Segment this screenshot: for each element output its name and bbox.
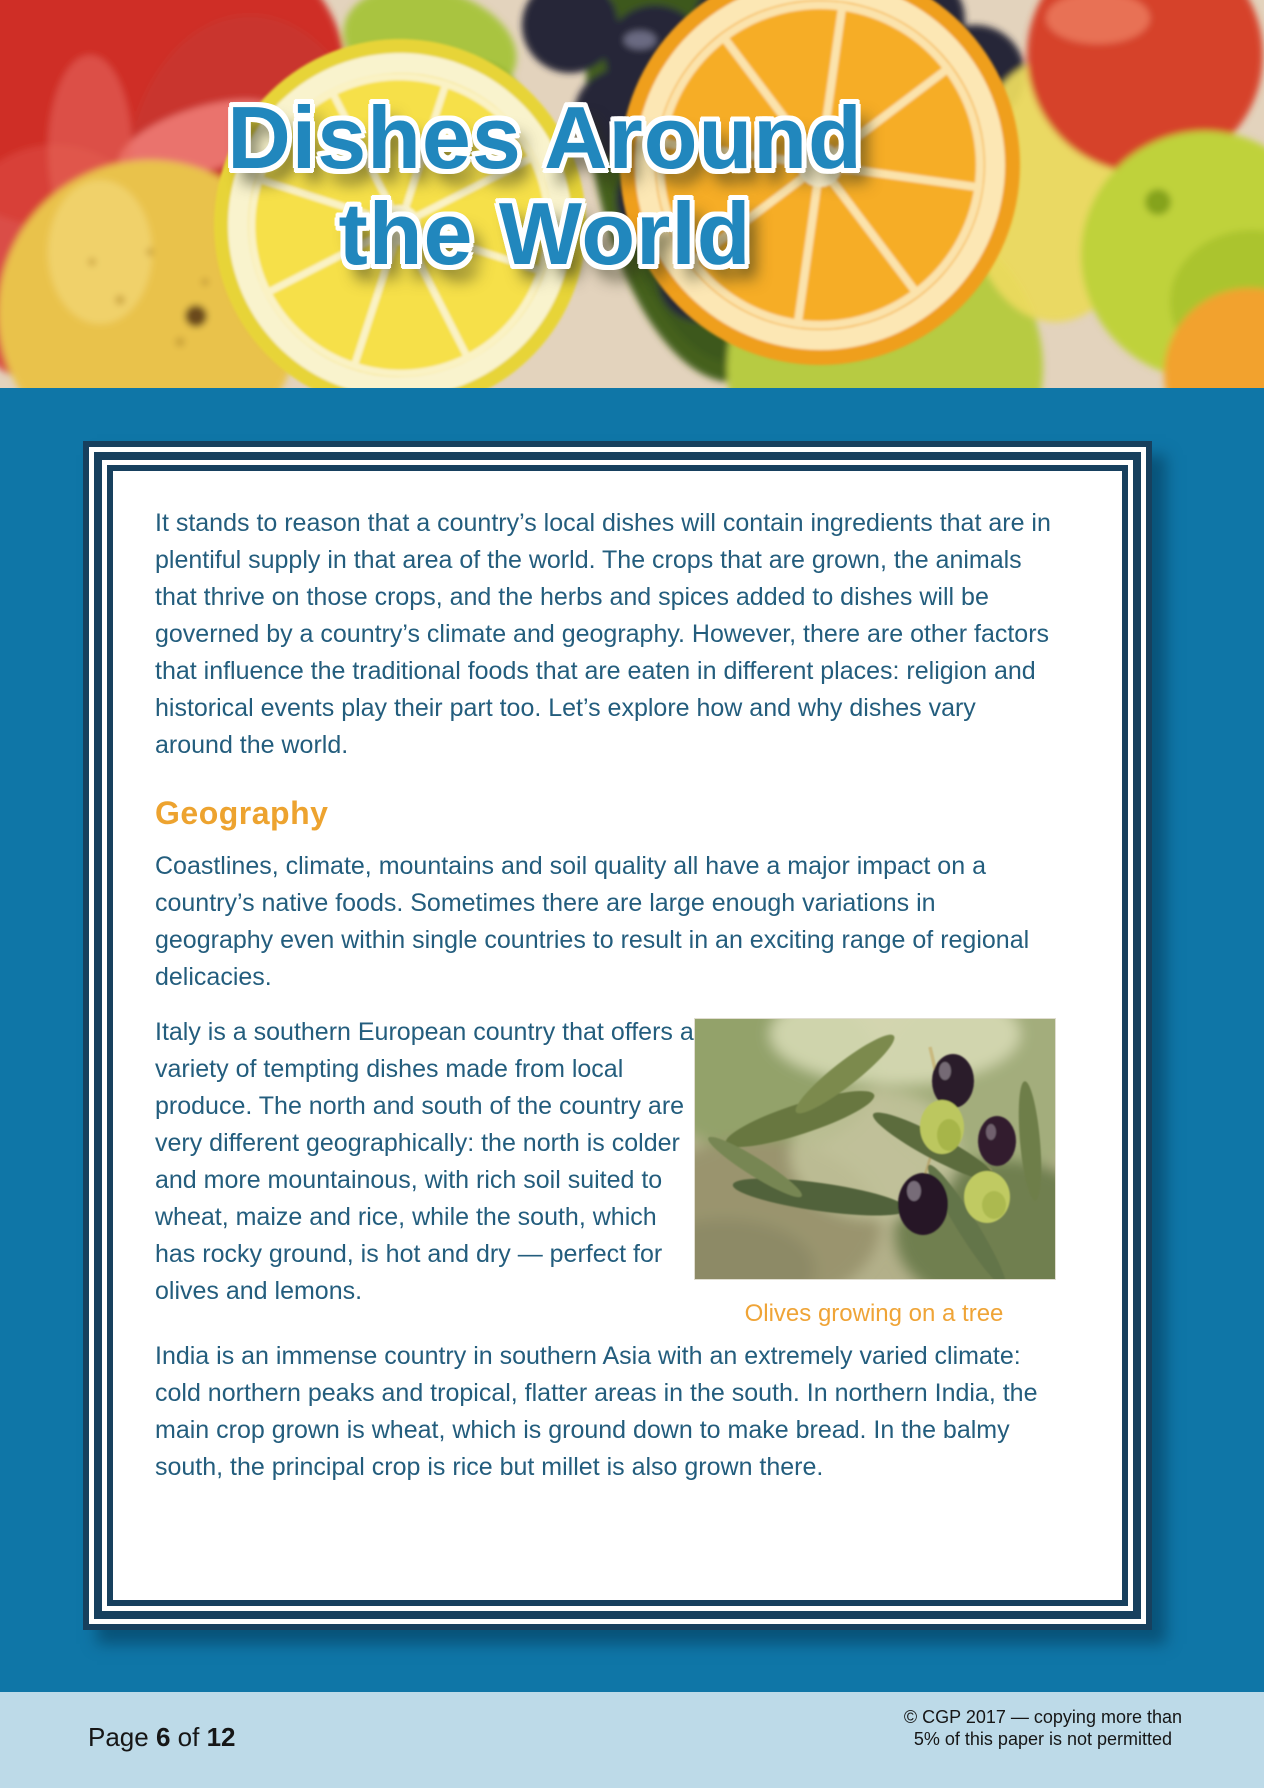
geography-paragraph: Coastlines, climate, mountains and soil quality all have a major impact on a country’s native foods. Sometimes there are large enough variations in geography even within single countries to result in an exciting range of regional delicacies. — [155, 852, 1030, 991]
of-label: of — [177, 1722, 200, 1752]
copyright-line-2: 5% of this paper is not permitted — [913, 1729, 1173, 1749]
page-title-line-2: the World — [338, 184, 752, 283]
italy-section — [155, 1014, 1054, 1327]
page-title-line-1: Dishes Around — [227, 88, 863, 187]
olive-caption: Olives growing on a tree — [744, 1300, 1004, 1327]
page-indicator — [88, 1722, 236, 1753]
page-number: 6 — [155, 1722, 171, 1752]
geography-heading: Geography — [155, 795, 329, 831]
content-box-middle-border — [94, 452, 1141, 1619]
content-box — [83, 441, 1152, 1630]
intro-paragraph: It stands to reason that a country’s local dishes will contain ingredients that are in plentiful supply in that area of the world. The crops that are grown, the animals that thrive on those crops, and the herbs and spices added to dishes will be governed by a country’s climate and geography. However, there are other factors that influence the traditional foods that are eaten in different places: religion and historical events play their part too. Let’s explore how and why dishes vary around the world. — [155, 509, 1051, 759]
page-label: Page — [88, 1722, 149, 1752]
footer-bar — [0, 1692, 1264, 1788]
page-title — [0, 90, 1090, 282]
olive-photo — [694, 1018, 1056, 1280]
india-paragraph: India is an immense country in southern Asia with an extremely varied climate: cold northern peaks and tropical, flatter areas in the south. In northern India, the main crop grown is wheat, which is ground down to make bread. In the balmy south, the principal crop is rice but millet is also grown there. — [155, 1342, 1038, 1481]
copyright-notice — [904, 1706, 1182, 1750]
header-photo — [0, 0, 1264, 388]
olive-figure — [694, 1018, 1054, 1328]
content-box-inner — [107, 465, 1128, 1606]
italy-paragraph: Italy is a southern European country that offers a variety of tempting dishes made from local produce. The north and south of the country are very different geographically: the north is colder and more mountainous, with rich soil suited to wheat, maize and rice, while the south, which has rocky ground, is hot and dry — perfect for olives and lemons. — [155, 1018, 694, 1305]
total-pages: 12 — [206, 1722, 236, 1752]
copyright-line-1: © CGP 2017 — copying more than — [903, 1707, 1182, 1727]
